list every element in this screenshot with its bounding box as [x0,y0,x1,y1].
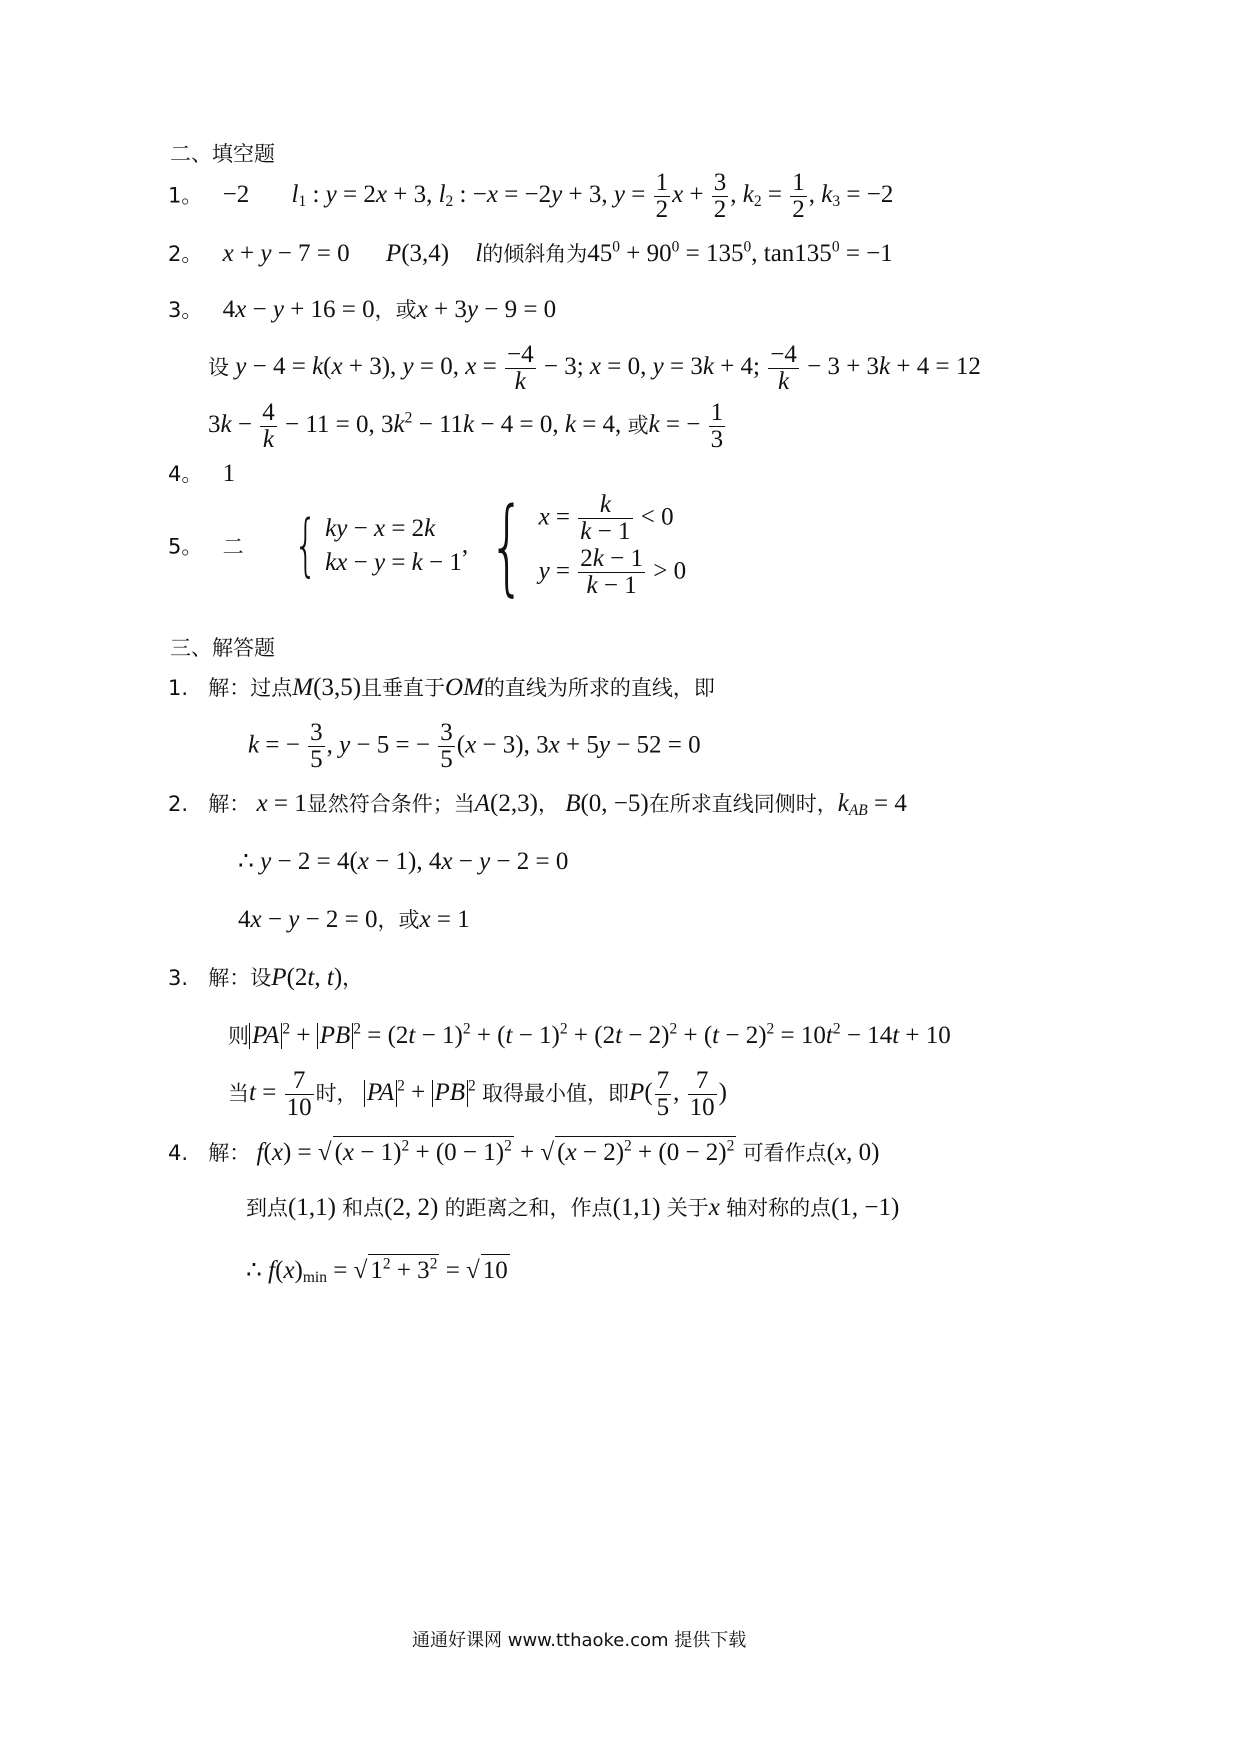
math-expression: $45^0 + 90^0 = 135^0$, $\tan 135^0 = -1$ [587,238,893,267]
math-expression: P(2t, t) [271,964,343,991]
math-expression: (x, 0) [826,1139,880,1166]
answer: 二 [222,534,244,559]
equation-system: ky − x = 2k kx − y = k − 1 [325,514,462,576]
math-expression: $l_1$ : y = 2x + 3, $l_2$ : −x = −2y + 3, y = $\frac{1}{2}$ x + $\frac{3}{2}$ , $k_2$ = $\frac{1}{2}$ , $k_3 = -2$ [291,169,894,224]
problem-5: 5。 二 { ky − x = 2k kx − y = k − 1 , { x = $\frac{k}{k - 1}$ < 0 y = $\frac{2k - 1}{k - 1}$ > 0 [168,484,687,607]
solution-4: 4. 解： f(x) = √ $(x - 1)^2 + (0 - 1)^2$ + √ $(x - 2)^2 + (0 - 2)^2$ 可看作点(x, 0) [168,1137,880,1166]
answer: 1 [222,460,236,487]
math-expression: M(3,5) [292,674,362,701]
math-expression: x = 1 [419,906,470,933]
answer: −2 [222,181,250,209]
math-expression: P( $\frac{7}{5}$ , $\frac{7}{10}$ ) [629,1067,727,1122]
math-expression: (1,1) [612,1194,661,1221]
math-expression: B(0, −5) [565,790,649,817]
solution-3-work-1: 则 PA $^2$ + PB $^2 = (2t - 1)^2 + (t - 1)^2 + (2t - 2)^2 + (t - 2)^2 = 10t^2 - 14t + 10$ [228,1020,951,1049]
problem-2: 2。 x + y − 7 = 0 P(3,4) l的倾斜角为$45^0 + 90^0 = 135^0$, $\tan 135^0 = -1$ [168,238,893,267]
solution-1: 1. 解：过点M(3,5)且垂直于OM的直线为所求的直线，即 [168,674,715,701]
solution-3: 3. 解：设P(2t, t)， [168,964,364,991]
page-footer: 通通好课网 www.tthaoke.com 提供下载 [412,1630,747,1651]
problem-3-work-2: 3k − $\frac{4}{k}$ − 11 = 0, $3k^2 - 11k - 4 = 0$, k = 4, 或k = − $\frac{1}{3}$ [208,400,727,454]
math-expression: f(x) = √ $(x - 1)^2 + (0 - 1)^2$ + √ $(x - 2)^2 + (0 - 2)^2$ [256,1137,735,1166]
solution-2: 2. 解： x = 1显然符合条件；当A(2,3)， B(0, −5)在所求直线同侧时，$k_{AB} = 4$ [168,790,907,819]
math-expression: (1,1) [288,1194,336,1221]
solution-1-work: k = − $\frac{3}{5}$ , y − 5 = − $\frac{3}{5}$ (x − 3), 3x + 5y − 52 = 0 [248,719,701,774]
math-expression: P(3,4) [385,240,450,267]
math-expression: x + 3y − 9 = 0 [416,296,557,323]
problem-3-work-1: 设 y − 4 = k(x + 3), y = 0, x = $\frac{-4}{k}$ − 3; x = 0, y = 3k + 4; $\frac{-4}{k}$ − 3 + 3k + 4 = 12 [208,341,981,396]
math-expression: x + y − 7 = 0 [222,240,350,267]
math-expression: $k_{AB} = 4$ [837,790,907,819]
solution-4-work-1: 到点(1,1) 和点(2, 2) 的距离之和，作点(1,1) 关于x 轴对称的点(1, −1) [246,1194,900,1221]
math-expression: 3k − $\frac{4}{k}$ − 11 = 0, $3k^2 - 11k - 4 = 0$, k = 4, [208,399,628,454]
solution-4-work-2: ∴ $f(x)_{min}$ = √ $1^2 + 3^2$ = √ 10 [246,1255,508,1286]
math-expression: x = 1 [256,790,307,817]
solution-2-work-1: ∴ y − 2 = 4(x − 1), 4x − y − 2 = 0 [238,848,569,875]
problem-1: 1。 −2 $l_1$ : y = 2x + 3, $l_2$ : −x = −2y + 3, y = $\frac{1}{2}$ x + $\frac{3}{2}$ , $k_2$ = $\frac{1}{2}$ , $k_3 = -2$ [168,169,894,224]
solution-system: x = $\frac{k}{k - 1}$ < 0 y = $\frac{2k - 1}{k - 1}$ > 0 [538,491,687,599]
section-heading: 二、填空题 [170,142,275,166]
math-expression: y − 4 = k(x + 3), y = 0, x = $\frac{-4}{k}$ − 3; x = 0, y = 3k + 4; $\frac{-4}{k}$ − 3 + 3k + 4 = 12 [235,341,981,396]
section-heading: 三、解答题 [170,636,275,660]
math-expression: OM [445,674,484,701]
math-expression: 4x − y − 2 = 0 [238,906,378,933]
math-expression: PA $^2$ + PB $^2$ [364,1079,476,1106]
math-expression: x [708,1194,720,1221]
solution-3-work-2: 当t = $\frac{7}{10}$ 时， PA $^2$ + PB $^2$ 取得最小值，即P( $\frac{7}{5}$ , $\frac{7}{10}$ ) [228,1067,727,1122]
math-expression: l [475,240,483,267]
left-brace: { [489,484,526,607]
problem-4: 4。 1 [168,460,236,487]
math-expression: k = − $\frac{1}{3}$ [648,399,724,454]
math-expression: 4x − y + 16 = 0 [222,296,375,323]
math-expression: A(2,3) [474,790,538,817]
problem-3: 3。 4x − y + 16 = 0，或x + 3y − 9 = 0 [168,296,557,323]
left-brace: { [293,505,318,585]
solution-2-work-2: 4x − y − 2 = 0，或x = 1 [238,906,470,933]
math-expression: (2, 2) [384,1194,439,1221]
math-expression: t = $\frac{7}{10}$ [249,1067,312,1122]
math-expression: PA $^2$ + PB $^2 = (2t - 1)^2 + (t - 1)^2 + (2t - 2)^2 + (t - 2)^2 = 10t^2 - 14t + 10$ [249,1022,951,1049]
math-expression: (1, −1) [831,1194,900,1221]
